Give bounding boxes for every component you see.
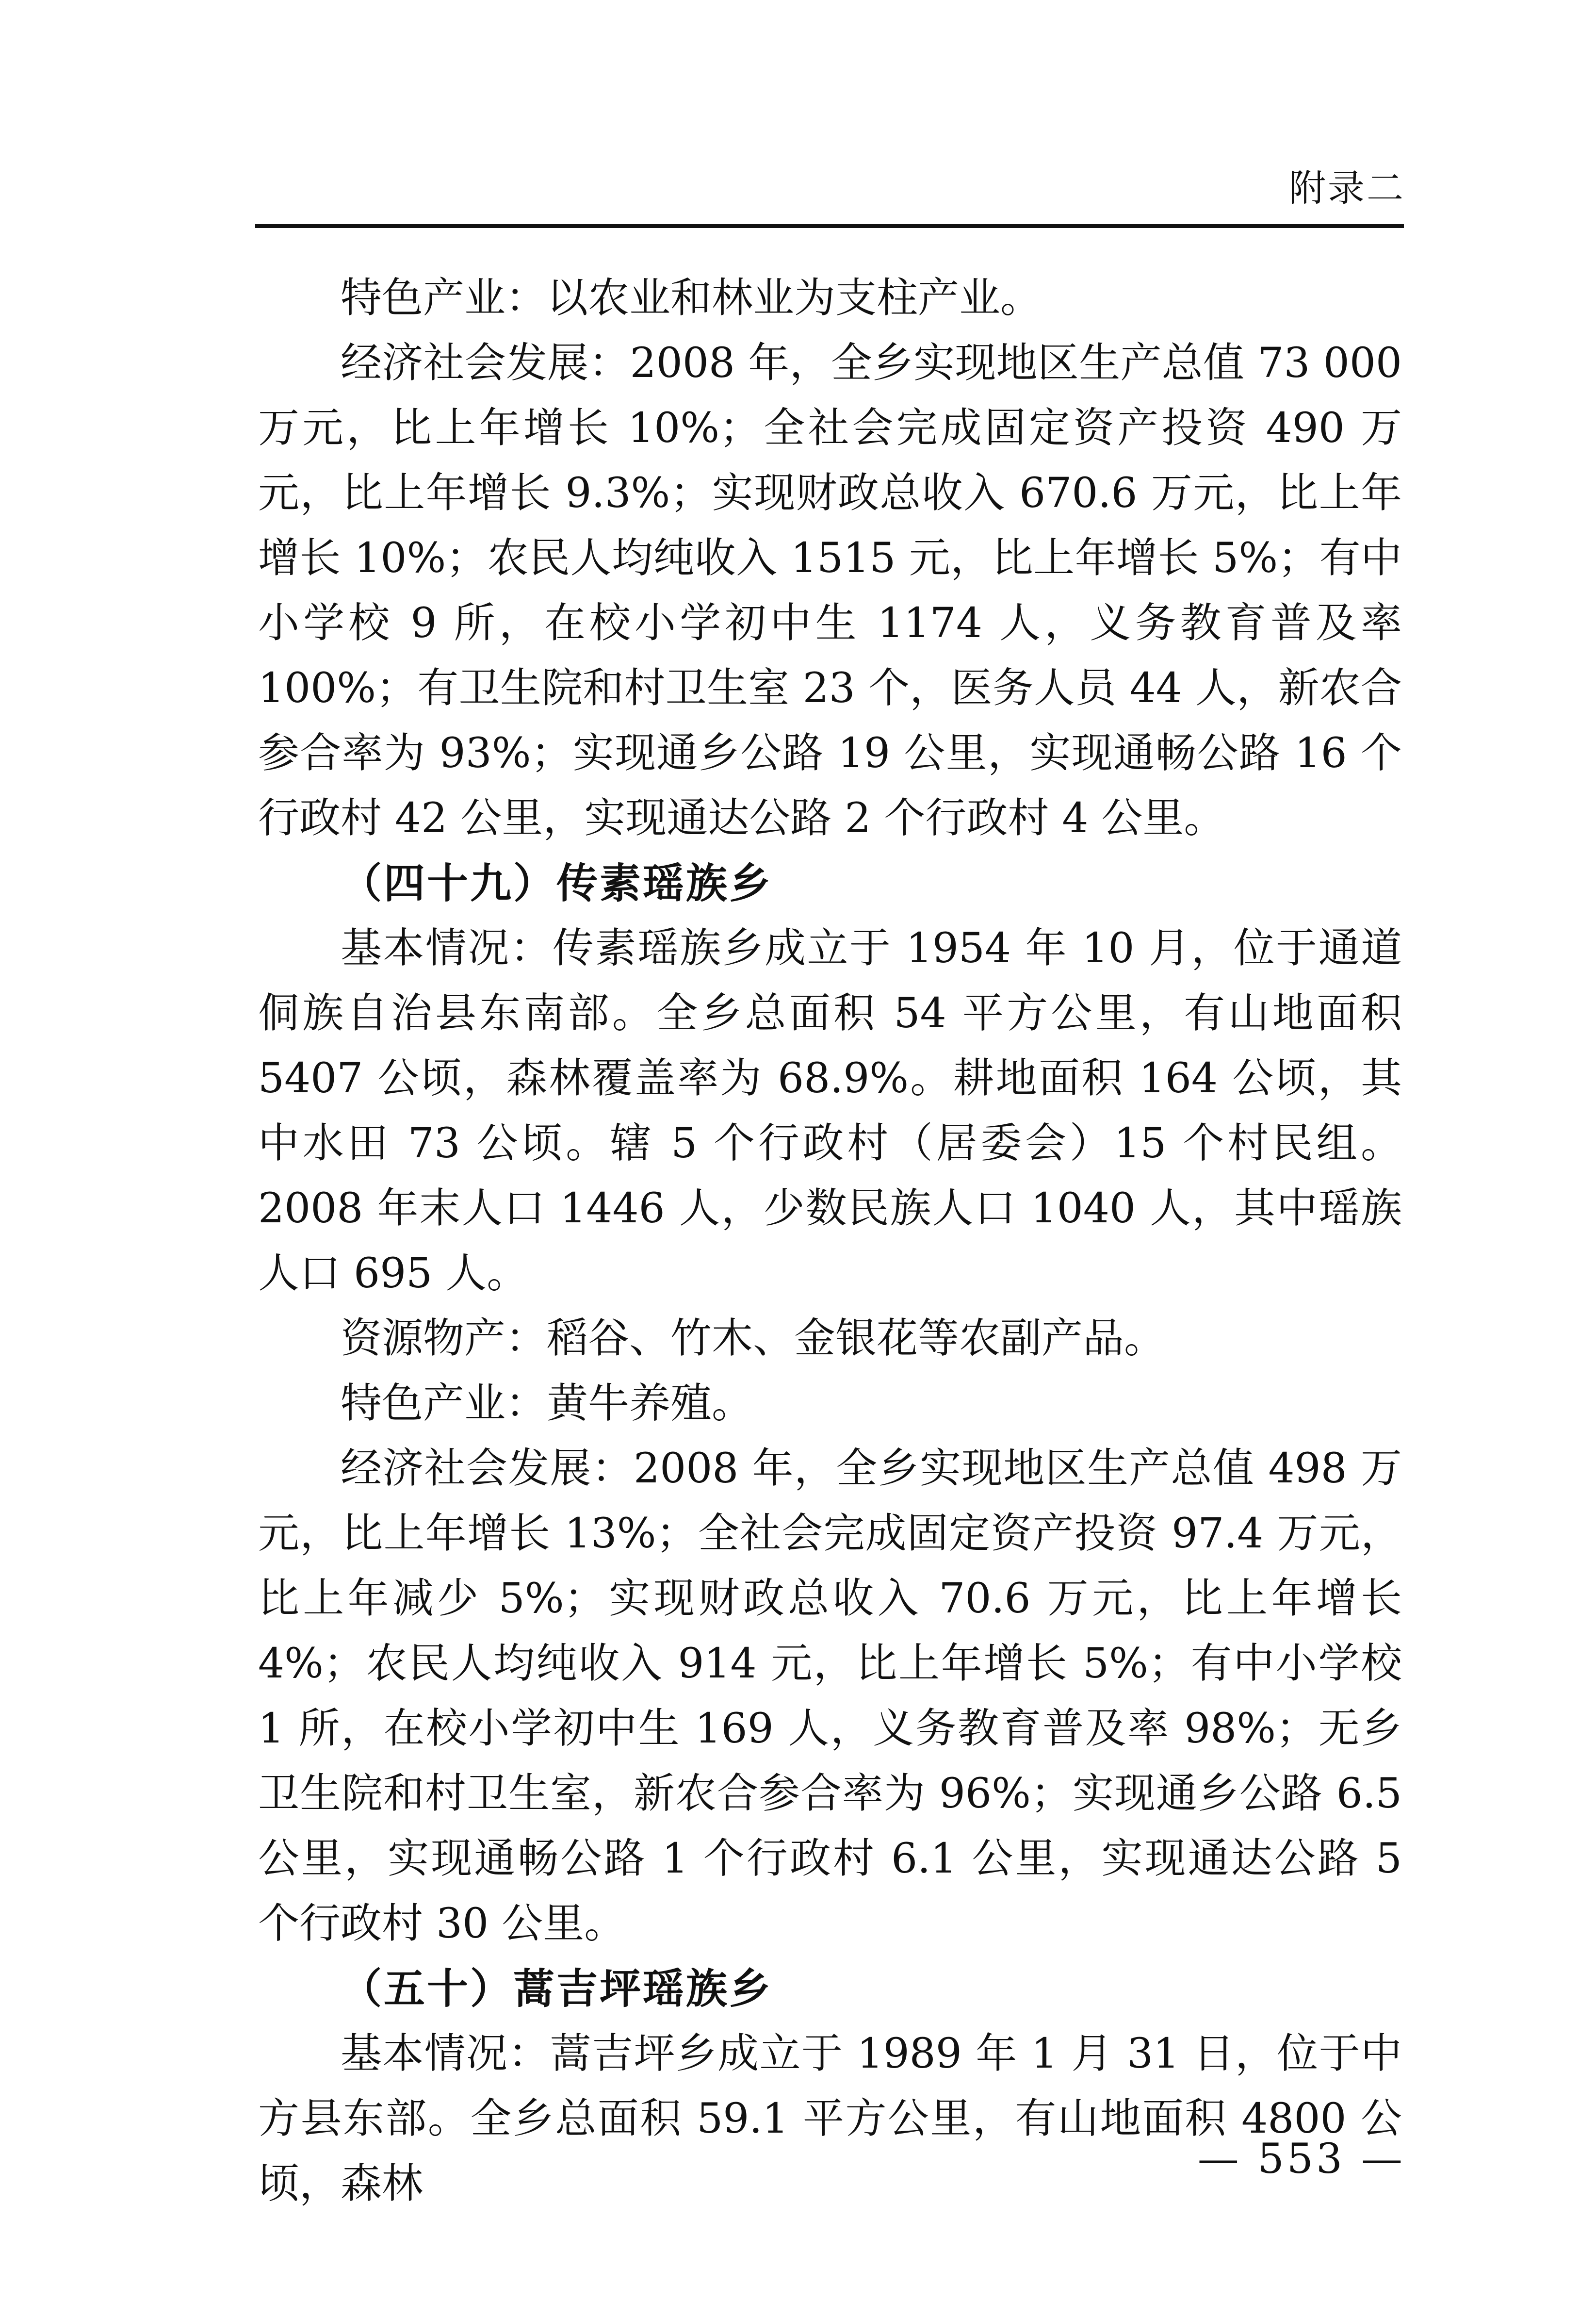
paragraph-resources: 资源物产：稻谷、竹木、金银花等农副产品。 [341, 1315, 1166, 1363]
running-header: 附录二 [1289, 166, 1405, 210]
paragraph-industry-2: 特色产业：黄牛养殖。 [341, 1380, 753, 1428]
paragraph-economy: 经济社会发展：2008 年，全乡实现地区生产总值 73 000 万元，比上年增长 10%；全社会完成固定资产投资 490 万元，比上年增长 9.3%；实现财政总收入 670.6 万元，比上年增长 10%；农民人均纯收入 1515 元，比上年增长 5%；有中小学校 9 所，在校小学初中生 1174 人，义务教育普及率 100%；有卫生院和村卫生室 23 个，医务人员 44 人，新农合参合率为 93%；实现通乡公路 19 公里，实现通畅公路 16 个行政村 42 公里，实现通达公路 2 个行政村 4 公里。 [258, 339, 1402, 842]
paragraph-basic-info: 基本情况：传素瑶族乡成立于 1954 年 10 月，位于通道侗族自治县东南部。全乡总面积 54 平方公里，有山地面积 5407 公顷，森林覆盖率为 68.9%。耕地面积 164 公顷，其中水田 73 公顷。辖 5 个行政村（居委会）15 个村民组。2008 年末人口 1446 人，少数民族人口 1040 人，其中瑶族人口 695 人。 [258, 924, 1402, 1298]
paragraph-industry: 特色产业：以农业和林业为支柱产业。 [341, 274, 1042, 322]
section-heading-50: （五十）蒿吉坪瑶族乡 [341, 1965, 773, 2013]
paragraph-basic-info-2: 基本情况：蒿吉坪乡成立于 1989 年 1 月 31 日，位于中方县东部。全乡总面积 59.1 平方公里，有山地面积 4800 公顷，森林 [258, 2030, 1402, 2208]
body-text [258, 266, 1402, 2217]
section-heading-49: （四十九）传素瑶族乡 [341, 859, 773, 908]
paragraph-economy-2: 经济社会发展：2008 年，全乡实现地区生产总值 498 万元，比上年增长 13%；全社会完成固定资产投资 97.4 万元，比上年减少 5%；实现财政总收入 70.6 万元，比上年增长 4%；农民人均纯收入 914 元，比上年增长 5%；有中小学校 1 所，在校小学初中生 169 人，义务教育普及率 98%；无乡卫生院和村卫生室，新农合参合率为 96%；实现通乡公路 6.5 公里，实现通畅公路 1 个行政村 6.1 公里，实现通达公路 5 个行政村 30 公里。 [258, 1445, 1402, 1948]
header-rule [255, 224, 1404, 228]
page-number: — 553 — [1197, 2135, 1405, 2183]
